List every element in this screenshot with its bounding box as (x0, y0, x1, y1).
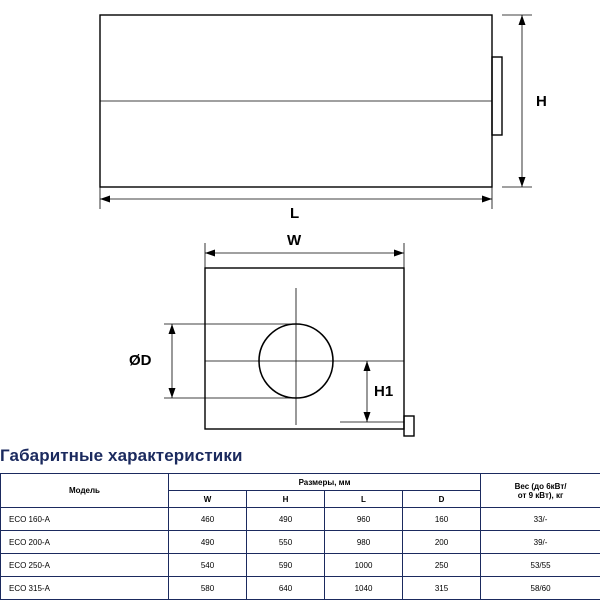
cell-w: 490 (169, 531, 247, 554)
label-h1: H1 (374, 383, 394, 400)
table-title: Габаритные характеристики (0, 446, 243, 465)
col-header-weight (481, 474, 600, 508)
cell-w: 460 (169, 508, 247, 531)
cell-weight: 39/- (481, 531, 600, 554)
cell-l: 1040 (325, 577, 403, 600)
cell-d: 250 (403, 554, 481, 577)
table-head-row-1 (1, 474, 600, 491)
cell-model: ECO 160-A (1, 508, 169, 531)
cell-model: ECO 250-A (1, 554, 169, 577)
cell-d: 200 (403, 531, 481, 554)
dimensions-table (0, 473, 600, 600)
label-w: W (287, 232, 302, 249)
col-header-model: Модель (1, 474, 169, 508)
label-h: H (536, 93, 547, 110)
col-header-weight-line1: Вес (до 6кВт/ (514, 481, 567, 491)
col-header-l: L (325, 491, 403, 508)
col-header-weight-line2: от 9 кВт), кг (517, 490, 564, 500)
cell-d: 315 (403, 577, 481, 600)
col-header-w: W (169, 491, 247, 508)
cell-l: 980 (325, 531, 403, 554)
table-head (1, 474, 600, 508)
cell-model: ECO 315-A (1, 577, 169, 600)
col-header-d: D (403, 491, 481, 508)
dim-w (205, 243, 404, 268)
cell-h: 550 (247, 531, 325, 554)
cell-weight: 58/60 (481, 577, 600, 600)
front-view-foot (404, 416, 414, 436)
label-d: ØD (129, 352, 152, 369)
col-header-h: H (247, 491, 325, 508)
cell-weight: 53/55 (481, 554, 600, 577)
cell-weight: 33/- (481, 508, 600, 531)
cell-w: 540 (169, 554, 247, 577)
cell-l: 960 (325, 508, 403, 531)
cell-w: 580 (169, 577, 247, 600)
cell-model: ECO 200-A (1, 531, 169, 554)
table-row (1, 554, 600, 577)
front-view-body (205, 268, 404, 429)
table-body (1, 508, 600, 600)
cell-h: 640 (247, 577, 325, 600)
table-row (1, 508, 600, 531)
cell-h: 490 (247, 508, 325, 531)
col-header-sizes-group: Размеры, мм (169, 474, 481, 491)
cell-d: 160 (403, 508, 481, 531)
dim-h1 (340, 361, 404, 422)
side-view-flange (492, 57, 502, 135)
label-l: L (290, 205, 300, 222)
dim-h (502, 15, 532, 187)
table-row (1, 531, 600, 554)
cell-l: 1000 (325, 554, 403, 577)
cell-h: 590 (247, 554, 325, 577)
table-row (1, 577, 600, 600)
